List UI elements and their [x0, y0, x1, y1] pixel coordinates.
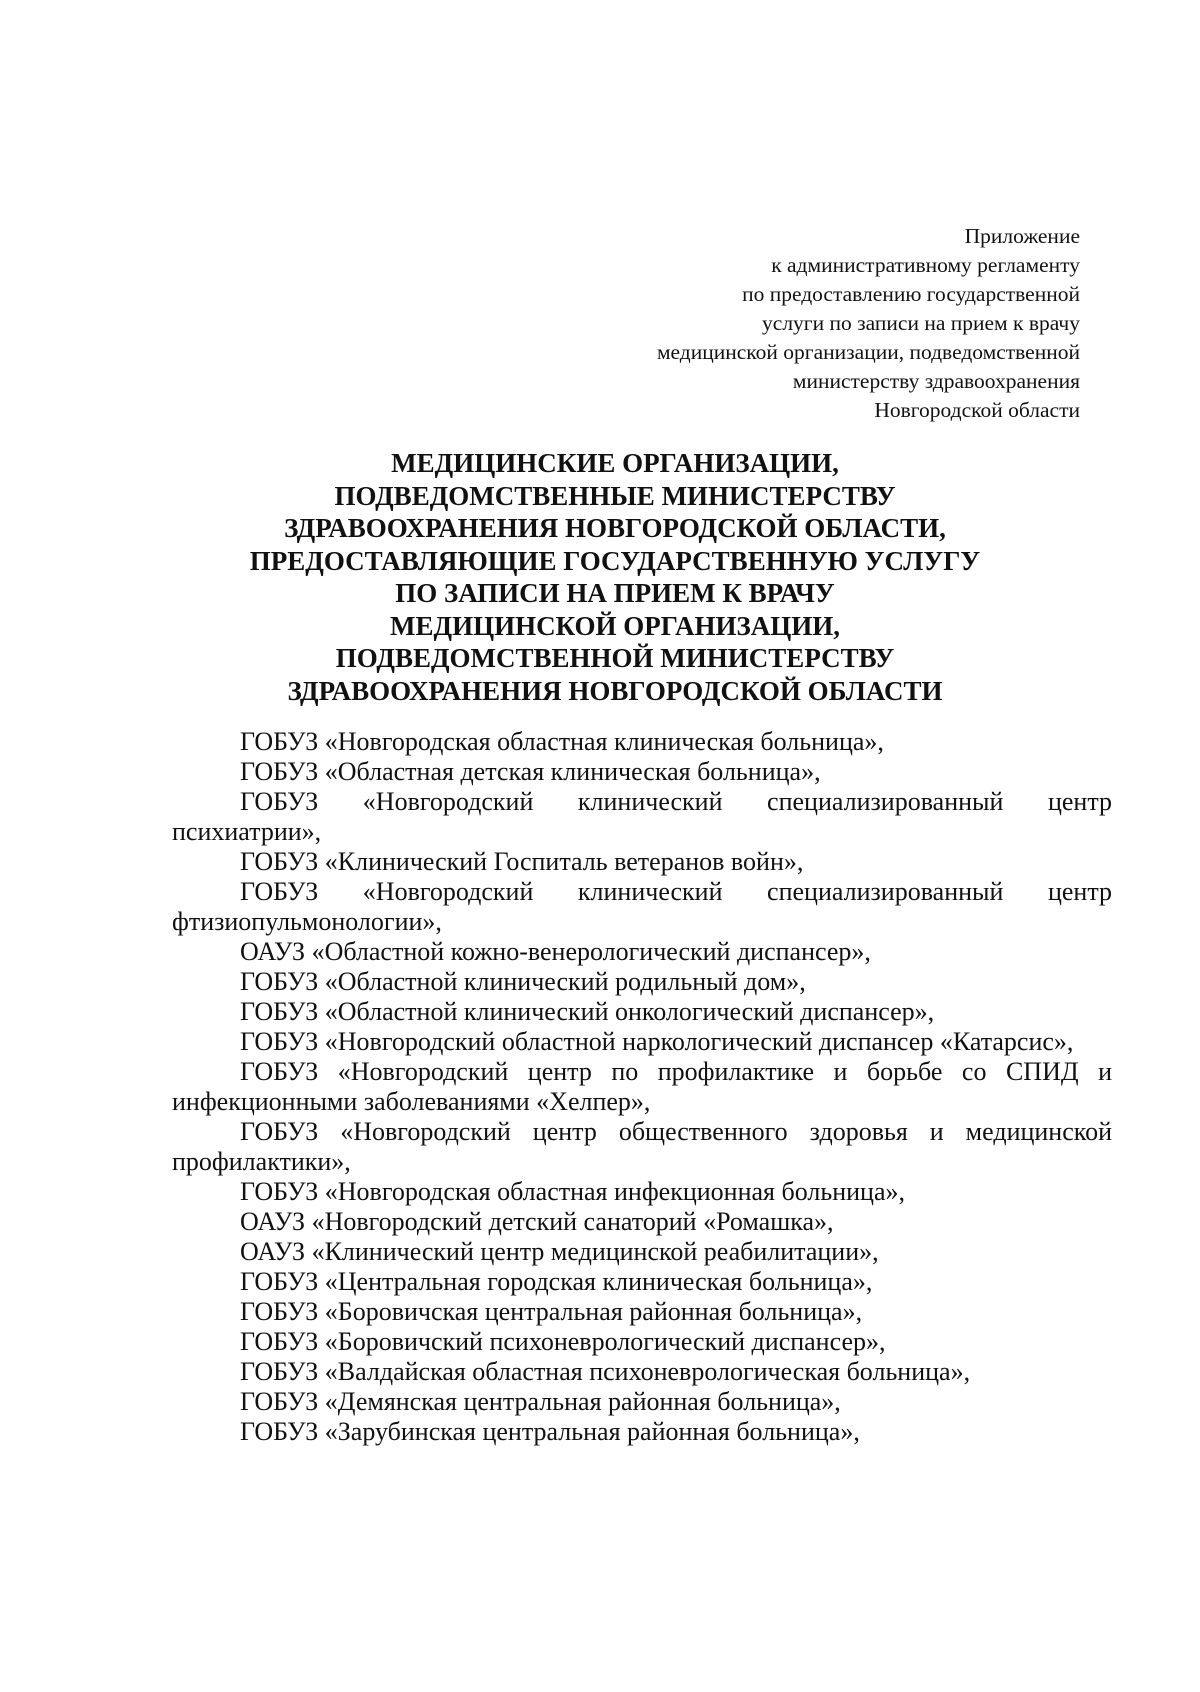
organization-item: ГОБУЗ «Областной клинический родильный дом»,: [240, 967, 806, 996]
title-line: ПОДВЕДОМСТВЕННОЙ МИНИСТЕРСТВУ: [335, 643, 895, 673]
title-line: МЕДИЦИНСКИЕ ОРГАНИЗАЦИИ,: [391, 448, 839, 478]
organization-item: ГОБУЗ «Боровичский психоневрологический диспансер»,: [240, 1327, 886, 1356]
organization-item: ГОБУЗ «Новгородский клинический специализированный центр фтизиопульмонологии»,: [172, 877, 1112, 936]
organization-item: ГОБУЗ «Новгородский клинический специализированный центр психиатрии»,: [172, 787, 1112, 846]
organization-item: ГОБУЗ «Новгородский центр общественного здоровья и медицинской профилактики»,: [172, 1117, 1112, 1176]
appendix-line: Новгородской области: [874, 398, 1080, 422]
organization-item: ГОБУЗ «Областной клинический онкологический диспансер»,: [240, 997, 935, 1026]
appendix-line: министерству здравоохранения: [792, 369, 1080, 393]
organization-item: ГОБУЗ «Новгородская областная клиническая больница»,: [240, 727, 884, 756]
appendix-line: по предоставлению государственной: [742, 282, 1080, 306]
document-title: [160, 447, 1070, 707]
organization-item: ОАУЗ «Новгородский детский санаторий «Ромашка»,: [240, 1207, 834, 1236]
organization-item: ГОБУЗ «Новгородский областной наркологический диспансер «Катарсис»,: [240, 1027, 1074, 1056]
title-line: ПО ЗАПИСИ НА ПРИЕМ К ВРАЧУ: [395, 578, 835, 608]
appendix-line: к административному регламенту: [771, 253, 1080, 277]
organization-item: ГОБУЗ «Новгородская областная инфекционная больница»,: [240, 1177, 906, 1206]
appendix-line: Приложение: [964, 224, 1080, 248]
organization-list: [172, 727, 1112, 1447]
organization-item: ОАУЗ «Областной кожно-венерологический диспансер»,: [240, 937, 871, 966]
organization-item: ГОБУЗ «Валдайская областная психоневрологическая больница»,: [240, 1357, 971, 1386]
organization-item: ГОБУЗ «Зарубинская центральная районная больница»,: [240, 1417, 860, 1446]
appendix-line: медицинской организации, подведомственной: [656, 340, 1080, 364]
title-line: ЗДРАВООХРАНЕНИЯ НОВГОРОДСКОЙ ОБЛАСТИ,: [284, 513, 946, 543]
organization-item: ГОБУЗ «Новгородский центр по профилактике и борьбе со СПИД и инфекционными заболеваниями «Хелпер»,: [172, 1057, 1112, 1116]
organization-item: ГОБУЗ «Клинический Госпиталь ветеранов войн»,: [240, 847, 804, 876]
title-line: ПОДВЕДОМСТВЕННЫЕ МИНИСТЕРСТВУ: [334, 480, 896, 511]
organization-item: ГОБУЗ «Областная детская клиническая больница»,: [240, 757, 821, 786]
organization-item: ГОБУЗ «Боровичская центральная районная больница»,: [240, 1297, 863, 1326]
appendix-line: услуги по записи на прием к врачу: [762, 311, 1080, 335]
organization-item: ОАУЗ «Клинический центр медицинской реабилитации»,: [240, 1237, 879, 1266]
title-line: ЗДРАВООХРАНЕНИЯ НОВГОРОДСКОЙ ОБЛАСТИ: [287, 675, 943, 706]
title-line: ПРЕДОСТАВЛЯЮЩИЕ ГОСУДАРСТВЕННУЮ УСЛУГУ: [249, 545, 981, 576]
appendix-note: [520, 222, 1080, 425]
organization-item: ГОБУЗ «Демянская центральная районная больница»,: [240, 1387, 841, 1416]
title-line: МЕДИЦИНСКОЙ ОРГАНИЗАЦИИ,: [390, 610, 840, 641]
organization-item: ГОБУЗ «Центральная городская клиническая больница»,: [240, 1267, 873, 1296]
